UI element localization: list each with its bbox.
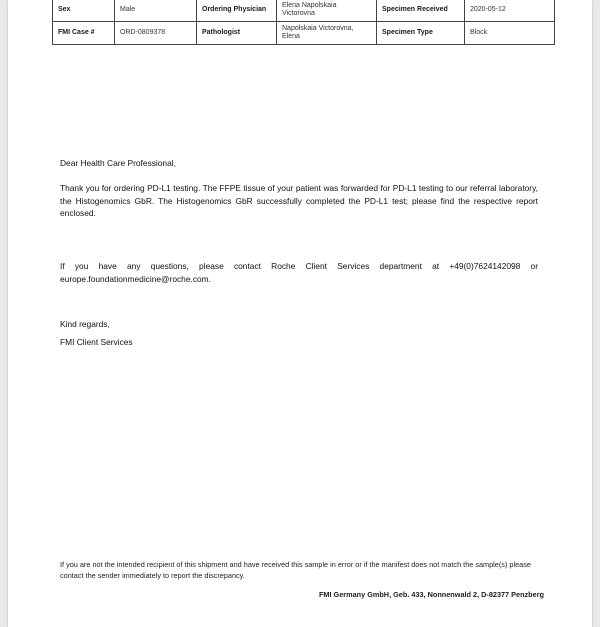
- footer-disclaimer: If you are not the intended recipient of this shipment and have received this sample in error or if the manifest does not match the sample(s) please contact the sender immediately to report the discrepancy.: [60, 560, 531, 580]
- specimen-received-value: 2020-05-12: [465, 0, 555, 22]
- fmi-case-label: FMI Case #: [53, 22, 115, 45]
- specimen-type-value: Block: [465, 22, 555, 45]
- document-page: [8, 0, 592, 627]
- sex-value: Male: [115, 0, 197, 22]
- ordering-physician-label: Ordering Physician: [197, 0, 277, 22]
- pathologist-label: Pathologist: [197, 22, 277, 45]
- specimen-type-label: Specimen Type: [377, 22, 465, 45]
- letter-paragraph-2: [60, 260, 538, 285]
- sex-label: Sex: [53, 0, 115, 22]
- greeting-text: Dear Health Care Professional,: [60, 158, 176, 168]
- letter-greeting: [60, 157, 538, 170]
- paragraph-2-text: If you have any questions, please contact Roche Client Services department at +49(0)7624142098 or europe.foundationmedicine@roche.com.: [60, 261, 538, 284]
- footer-address: FMI Germany GmbH, Geb. 433, Nonnenwald 2, D-82377 Penzberg: [318, 590, 544, 599]
- ordering-physician-value: Elena Napolskaia Victorovna: [277, 0, 377, 22]
- paragraph-1-text: Thank you for ordering PD-L1 testing. The FFPE tissue of your patient was forwarded for PD-L1 testing to our referral laboratory, the Histogenomics GbR. The Histogenomics GbR successfully completed the PD-L1 test; please find the respective report enclosed.: [60, 183, 538, 218]
- table-row: [53, 22, 555, 45]
- patient-info-table: [52, 0, 555, 45]
- fmi-case-value: ORD-0809378: [115, 22, 197, 45]
- letter-paragraph-1: [60, 182, 538, 220]
- specimen-received-label: Specimen Received: [377, 0, 465, 22]
- letter-closing: [60, 318, 538, 348]
- closing-text: Kind regards,: [60, 319, 110, 329]
- pathologist-value: Napolskaia Victorovna, Elena: [277, 22, 377, 45]
- table-row: [53, 0, 555, 22]
- signature-text: FMI Client Services: [60, 336, 133, 347]
